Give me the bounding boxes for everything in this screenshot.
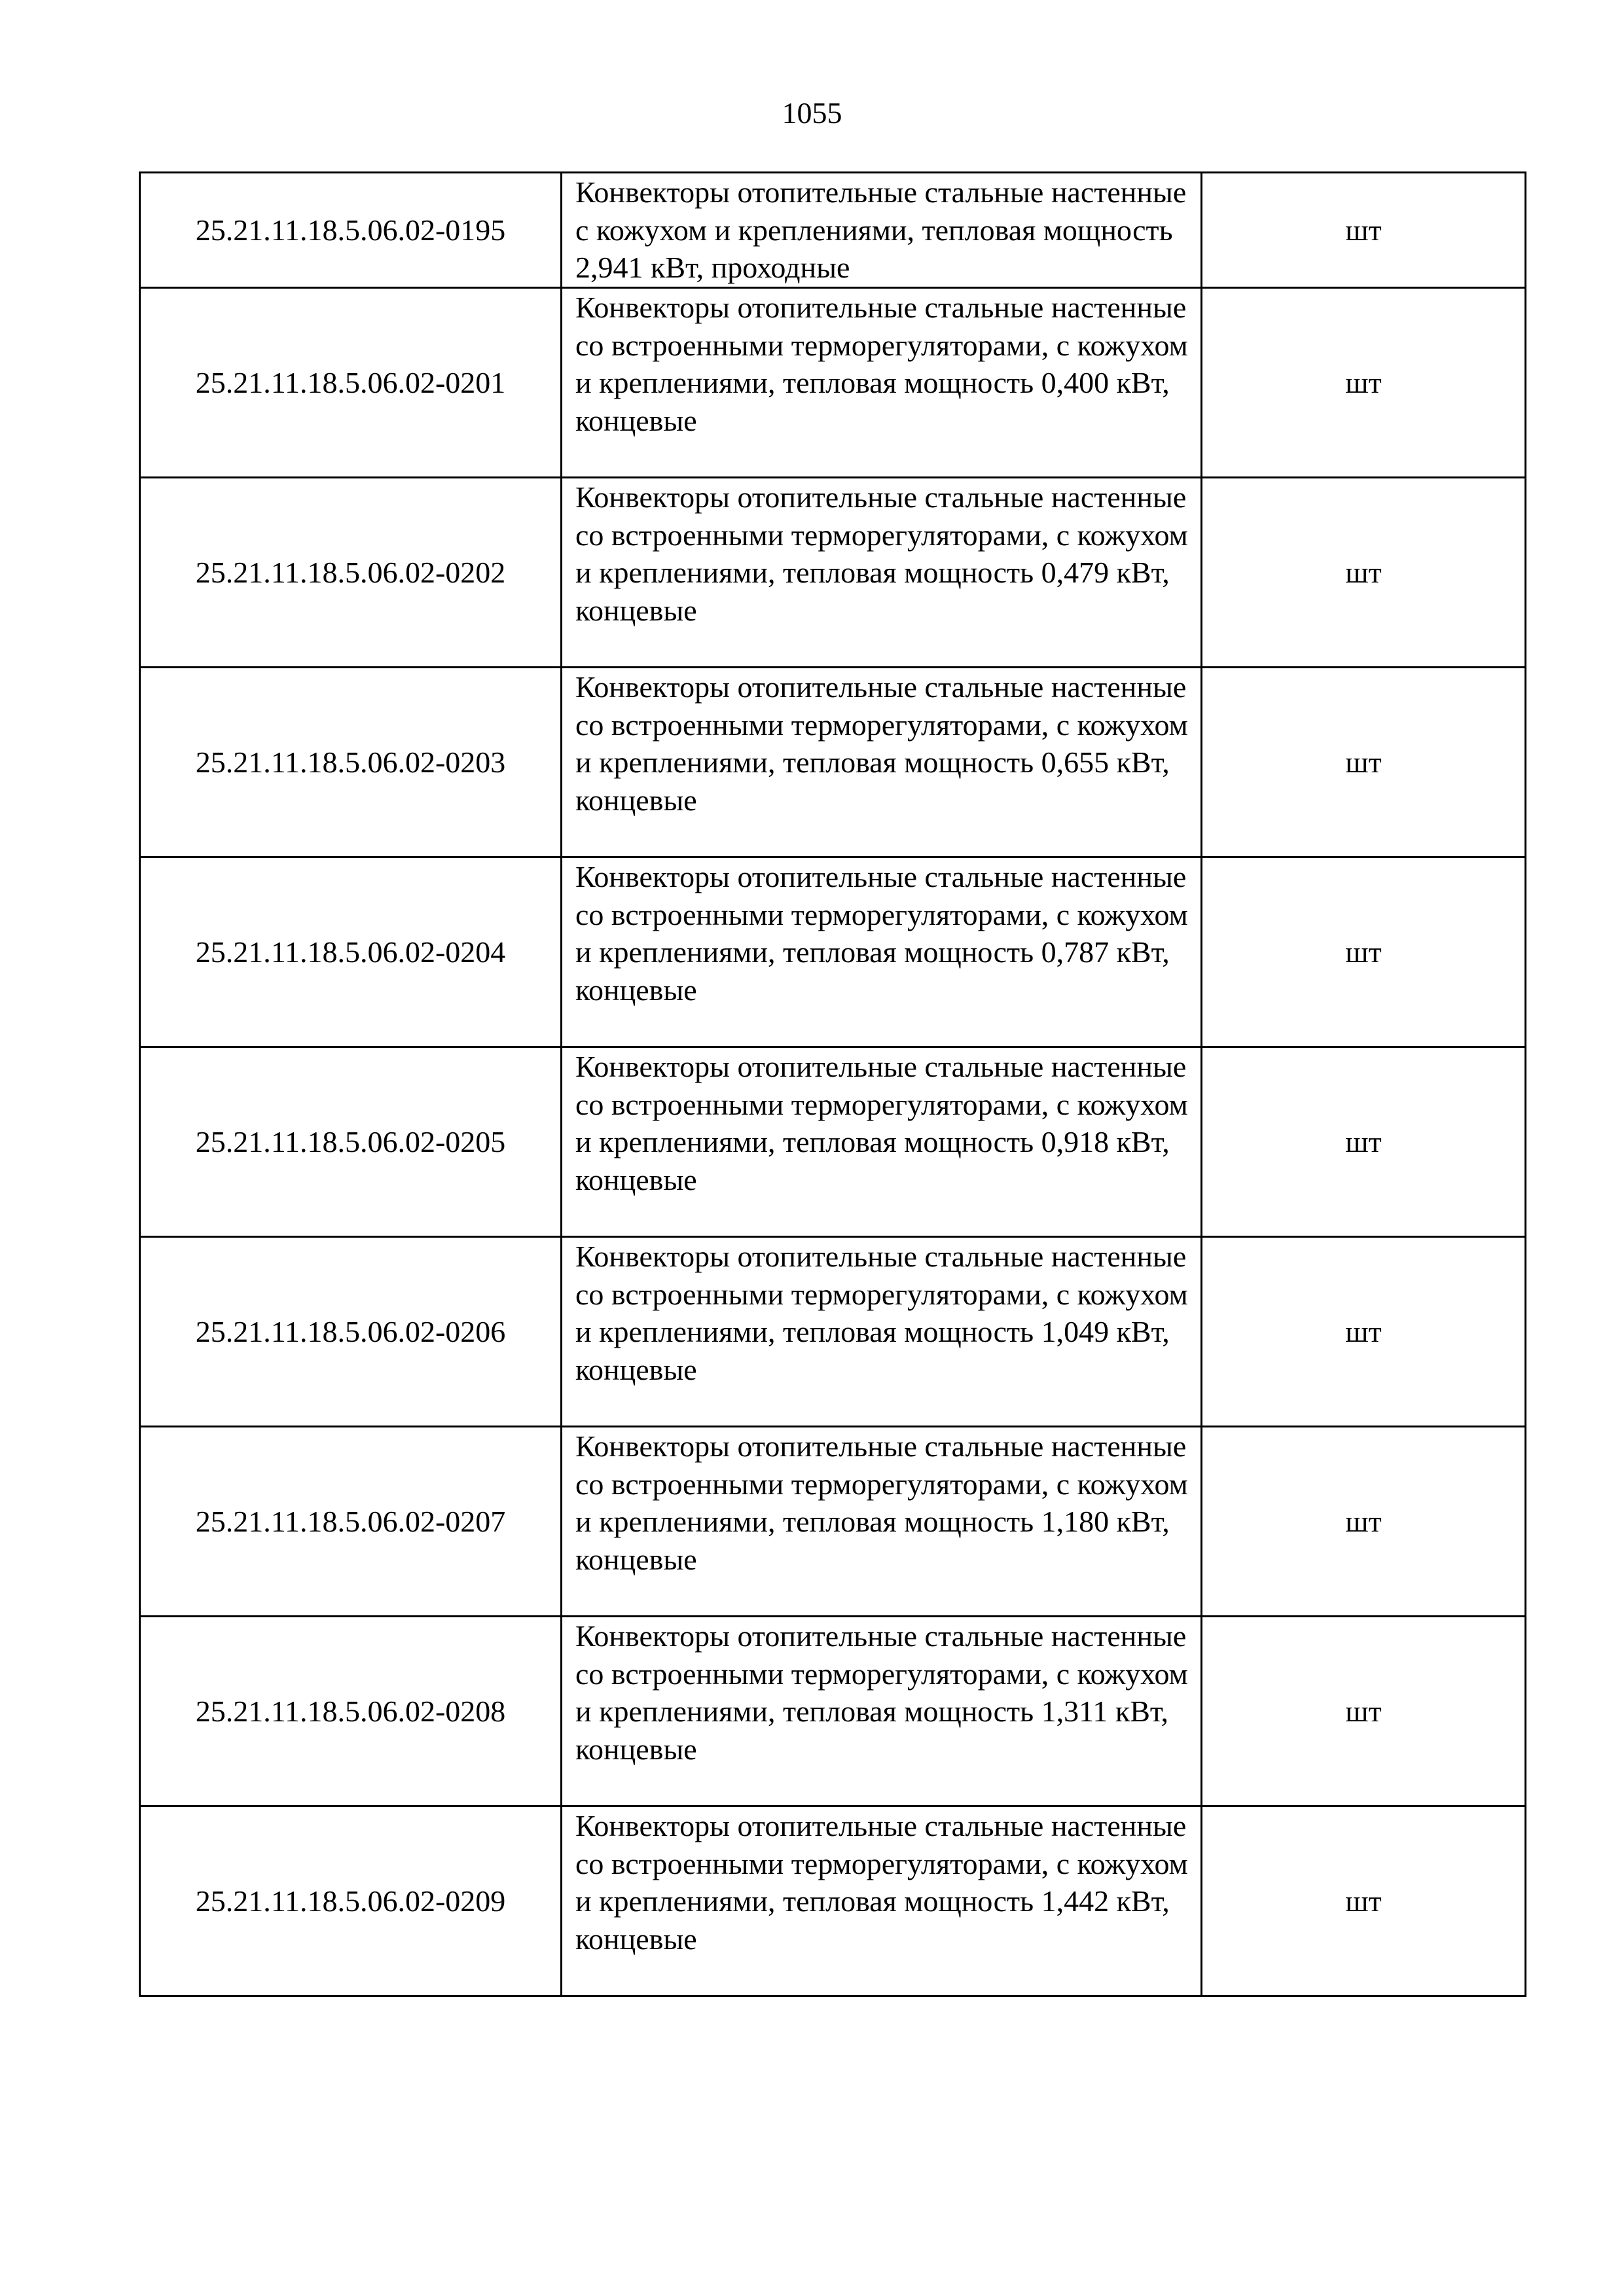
resource-unit: шт (1202, 173, 1526, 288)
resource-code: 25.21.11.18.5.06.02-0209 (140, 1806, 562, 1996)
resource-unit: шт (1202, 857, 1526, 1047)
resource-table-body (140, 173, 1526, 1996)
resource-description: Конвекторы отопительные стальные настенные со встроенными терморегуляторами, с кожухом и креплениями, тепловая мощность 0,479 кВт, концевые (562, 478, 1202, 668)
table-row (140, 1617, 1526, 1806)
table-row (140, 478, 1526, 668)
resource-unit: шт (1202, 1237, 1526, 1427)
table-row (140, 173, 1526, 288)
table-row (140, 1237, 1526, 1427)
resource-code: 25.21.11.18.5.06.02-0201 (140, 288, 562, 478)
page-number: 1055 (782, 96, 842, 130)
resource-unit: шт (1202, 1617, 1526, 1806)
resource-unit: шт (1202, 478, 1526, 668)
table-row (140, 1806, 1526, 1996)
resource-code: 25.21.11.18.5.06.02-0203 (140, 668, 562, 857)
resource-description: Конвекторы отопительные стальные настенные со встроенными терморегуляторами, с кожухом и креплениями, тепловая мощность 1,180 кВт, концевые (562, 1427, 1202, 1617)
resource-code: 25.21.11.18.5.06.02-0204 (140, 857, 562, 1047)
resource-unit: шт (1202, 1427, 1526, 1617)
resource-code: 25.21.11.18.5.06.02-0195 (140, 173, 562, 288)
table-row (140, 668, 1526, 857)
resource-description: Конвекторы отопительные стальные настенные со встроенными терморегуляторами, с кожухом и креплениями, тепловая мощность 0,655 кВт, концевые (562, 668, 1202, 857)
resource-description: Конвекторы отопительные стальные настенные со встроенными терморегуляторами, с кожухом и креплениями, тепловая мощность 1,442 кВт, концевые (562, 1806, 1202, 1996)
resource-unit: шт (1202, 288, 1526, 478)
resource-code: 25.21.11.18.5.06.02-0208 (140, 1617, 562, 1806)
resource-description: Конвекторы отопительные стальные настенные со встроенными терморегуляторами, с кожухом и креплениями, тепловая мощность 0,918 кВт, концевые (562, 1047, 1202, 1237)
table-row (140, 857, 1526, 1047)
resource-code: 25.21.11.18.5.06.02-0207 (140, 1427, 562, 1617)
resource-code: 25.21.11.18.5.06.02-0205 (140, 1047, 562, 1237)
resource-description: Конвекторы отопительные стальные настенные со встроенными терморегуляторами, с кожухом и креплениями, тепловая мощность 1,049 кВт, концевые (562, 1237, 1202, 1427)
resource-code: 25.21.11.18.5.06.02-0202 (140, 478, 562, 668)
resource-unit: шт (1202, 1047, 1526, 1237)
resource-description: Конвекторы отопительные стальные настенные с кожухом и креплениями, тепловая мощность 2,941 кВт, проходные (562, 173, 1202, 288)
table-row (140, 1427, 1526, 1617)
resource-description: Конвекторы отопительные стальные настенные со встроенными терморегуляторами, с кожухом и креплениями, тепловая мощность 1,311 кВт, концевые (562, 1617, 1202, 1806)
resource-code: 25.21.11.18.5.06.02-0206 (140, 1237, 562, 1427)
resource-description: Конвекторы отопительные стальные настенные со встроенными терморегуляторами, с кожухом и креплениями, тепловая мощность 0,787 кВт, концевые (562, 857, 1202, 1047)
resource-description: Конвекторы отопительные стальные настенные со встроенными терморегуляторами, с кожухом и креплениями, тепловая мощность 0,400 кВт, концевые (562, 288, 1202, 478)
resource-table (139, 171, 1526, 1997)
resource-unit: шт (1202, 668, 1526, 857)
table-row (140, 288, 1526, 478)
resource-unit: шт (1202, 1806, 1526, 1996)
table-row (140, 1047, 1526, 1237)
